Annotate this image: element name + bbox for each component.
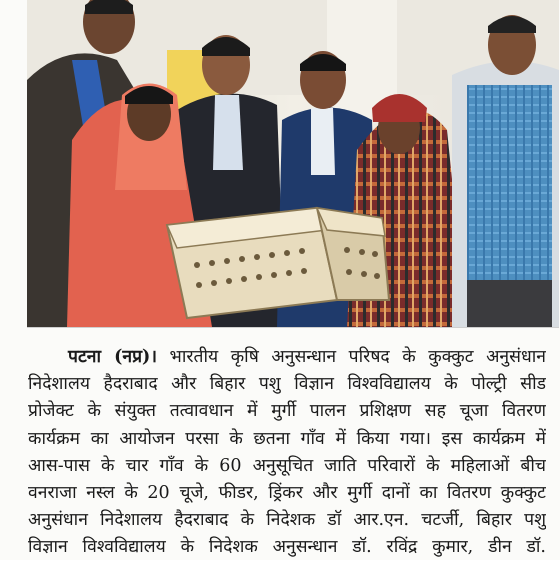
article-body — [28, 344, 546, 562]
article-line: कार्यक्रम का आयोजन परसा के छतना गाँव में किया गया। इस कार्यक्रम में — [28, 428, 546, 449]
dateline: पटना (नप्र)। — [68, 347, 157, 367]
article-line: अनुसंधान निदेशालय हैदराबाद के निदेशक डॉ आर.एन. चटर्जी, बिहार पशु — [28, 510, 546, 531]
article-line: प्रोजेक्ट के संयुक्त तत्वावधान में मुर्गी पालन प्रशिक्षण सह चूजा वितरण — [28, 401, 546, 422]
article-line: आस-पास के चार गाँव के 60 अनुसूचित जाति परिवारों के महिलाओं बीच — [28, 455, 546, 476]
article-line: निदेशालय हैदराबाद और बिहार पशु विज्ञान विश्वविद्यालय के पोल्ट्री सीड — [28, 374, 546, 395]
article-line: पटना (नप्र)। भारतीय कृषि अनुसन्धान परिषद के कुक्कुट अनुसंधान — [68, 347, 546, 367]
article-line: वनराजा नस्ल के 20 चूजे, फीडर, ड्रिंकर और मुर्गी दानों का वितरण कुक्कुट — [28, 483, 546, 504]
article-line: विज्ञान विश्वविद्यालय के निदेशक अनुसन्धान डॉ. रविंद्र कुमार, डीन डॉ. — [28, 537, 546, 558]
news-photo — [27, 0, 559, 328]
